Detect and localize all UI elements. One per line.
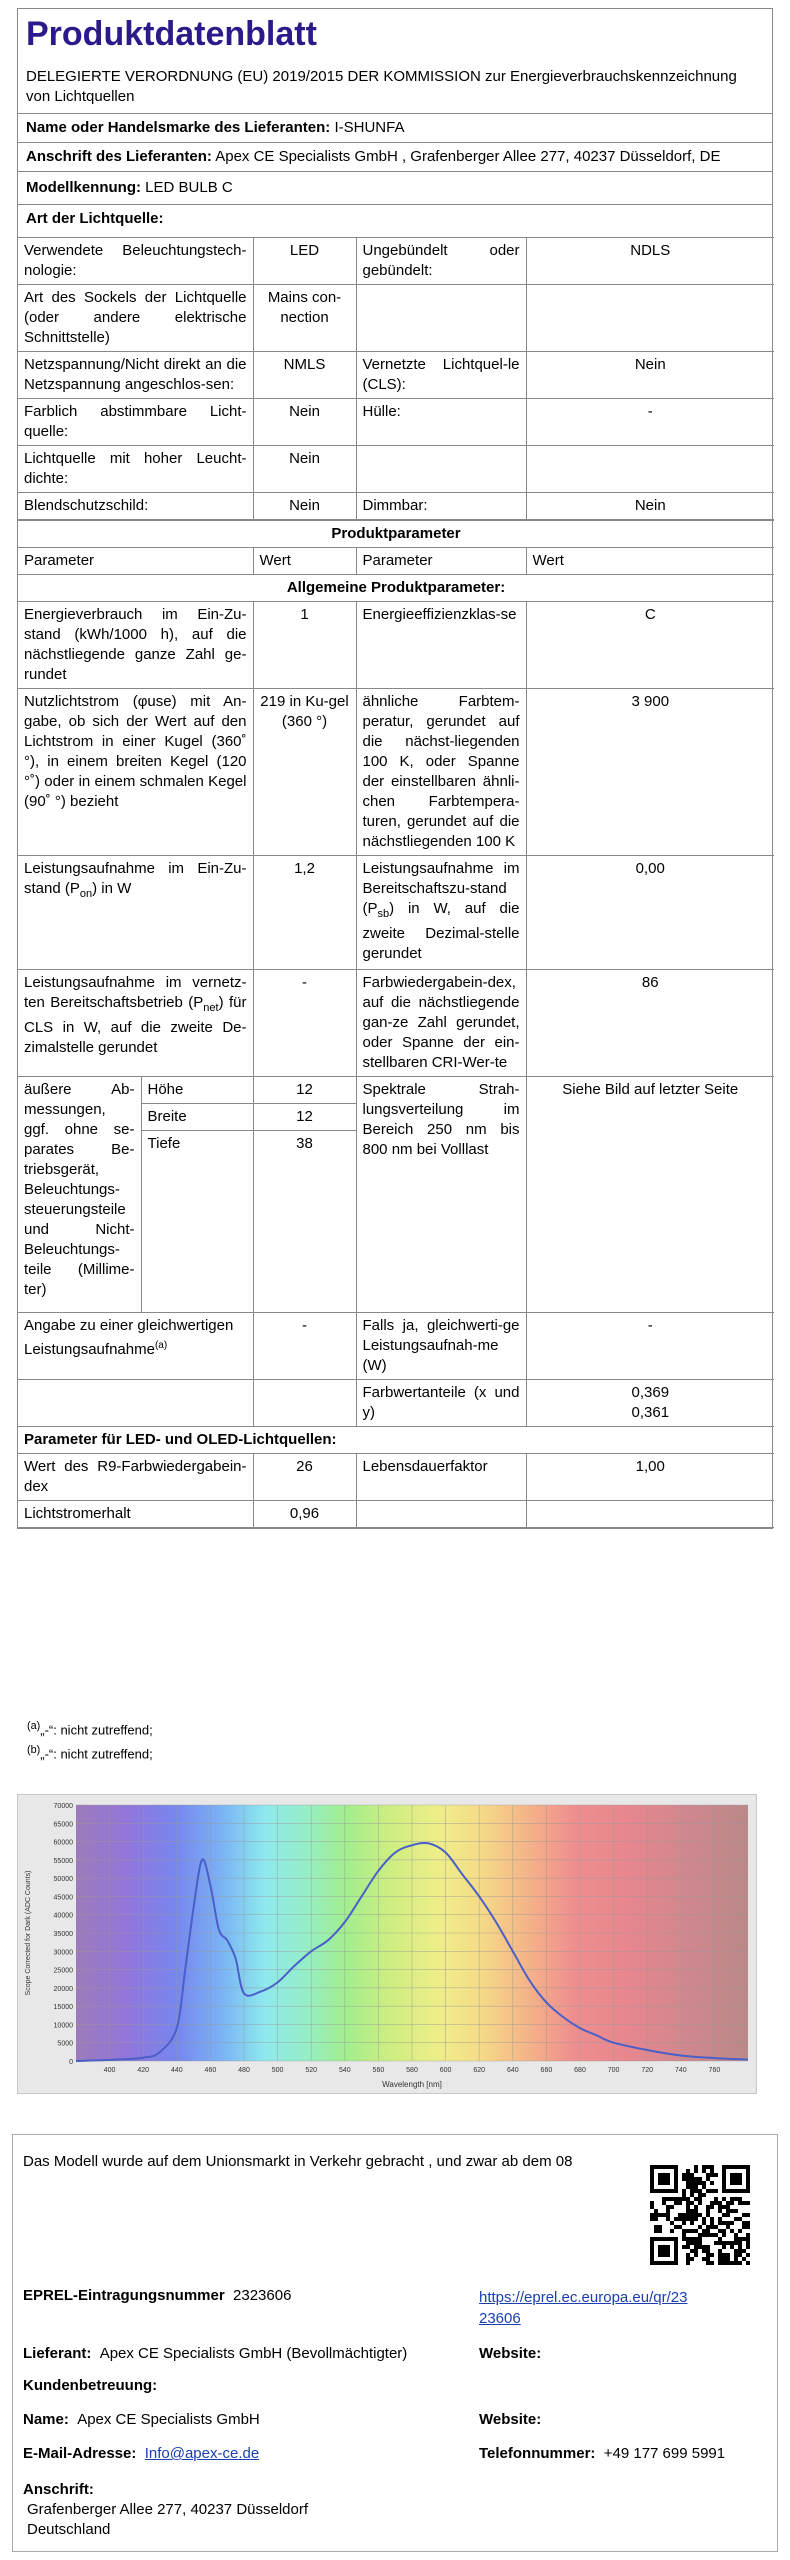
x-tick-label: 440 xyxy=(170,2067,183,2074)
section-heading: Parameter für LED- und OLED-Lichtquellen: xyxy=(18,1427,774,1454)
eprel-label: EPREL-Eintragungsnummer xyxy=(23,2287,225,2304)
cell-text: ) in W, auf die zweite Dezimal-stelle gerundet xyxy=(362,900,520,962)
table-cell: 1,2 xyxy=(253,856,356,970)
table-cell: Vernetzte Lichtquel-le (CLS): xyxy=(356,352,526,399)
table-cell: - xyxy=(526,399,774,446)
table-row xyxy=(18,575,774,602)
table-cell: Lichtquelle mit hoher Leucht-dichte: xyxy=(18,446,253,493)
x-axis-label: Wavelength [nm] xyxy=(382,2080,442,2089)
footnote-text: „-“: nicht zutreffend; xyxy=(40,1746,153,1762)
cell-text: Angabe zu einer gleichwertigen Leistungsaufnahme xyxy=(24,1317,234,1358)
qr-code-icon xyxy=(650,2165,750,2265)
y-tick-label: 25000 xyxy=(53,1967,73,1975)
supplier-name-row xyxy=(18,113,772,142)
column-header: Wert xyxy=(253,548,356,575)
table-cell: 12 xyxy=(253,1104,356,1131)
customer-service-heading: Kundenbetreuung: xyxy=(23,2377,158,2394)
table-row xyxy=(18,238,774,285)
table-cell: 1,00 xyxy=(526,1454,774,1501)
table-row xyxy=(18,1077,774,1104)
table-cell xyxy=(356,1501,526,1528)
y-tick-label: 45000 xyxy=(53,1894,73,1902)
y-axis-label: Scope Corrected for Dark (ADC Counts) xyxy=(25,1870,32,1996)
cell-text: ) für CLS in W, auf die zweite De-zimalstelle gerundet xyxy=(24,994,247,1056)
table-row xyxy=(18,689,774,856)
x-tick-label: 760 xyxy=(708,2067,721,2074)
table-cell: Höhe xyxy=(141,1077,253,1104)
x-tick-labels xyxy=(104,2067,721,2074)
table-cell: 3 900 xyxy=(526,689,774,856)
x-tick-label: 560 xyxy=(372,2067,385,2074)
x-tick-label: 580 xyxy=(406,2067,418,2074)
supplier-address-row xyxy=(18,142,772,171)
footnote-text: „-“: nicht zutreffend; xyxy=(40,1722,153,1738)
table-cell: Farbwiedergabein-dex, auf die nächstliegende gan-ze Zahl gerundet, oder Spanne der ein-stellbaren CRI-Wer-te xyxy=(356,970,526,1077)
table-row xyxy=(18,1501,774,1528)
table-cell xyxy=(18,1313,253,1380)
table-row xyxy=(18,1313,774,1380)
registration-info-box xyxy=(12,2134,778,2552)
address-line-2: Deutschland xyxy=(27,2521,111,2538)
y-tick-label: 20000 xyxy=(53,1985,73,1993)
table-cell xyxy=(526,1380,774,1427)
table-cell: - xyxy=(526,1313,774,1380)
table-cell: 12 xyxy=(253,1077,356,1104)
footnote-a xyxy=(27,1716,153,1740)
website-label: Website: xyxy=(479,2345,542,2362)
table-cell: LED xyxy=(253,238,356,285)
table-cell: Netzspannung/Nicht direkt an die Netzspannung angeschlos-sen: xyxy=(18,352,253,399)
y-tick-label: 5000 xyxy=(57,2040,73,2048)
table-cell: - xyxy=(253,970,356,1077)
chroma-x-value: 0,369 xyxy=(631,1384,670,1401)
chroma-y-value: 0,361 xyxy=(631,1404,670,1421)
table-cell: 38 xyxy=(253,1131,356,1313)
table-row xyxy=(18,1427,774,1454)
table-cell xyxy=(526,446,774,493)
table-row xyxy=(18,1380,774,1427)
table-cell: Blendschutzschild: xyxy=(18,493,253,520)
x-tick-label: 640 xyxy=(506,2067,519,2074)
x-tick-label: 460 xyxy=(204,2067,217,2074)
model-label: Modellkennung: xyxy=(26,179,141,196)
y-tick-label: 70000 xyxy=(53,1803,73,1810)
light-source-type-heading: Art der Lichtquelle: xyxy=(18,204,772,237)
email-row xyxy=(23,2445,259,2462)
table-cell: Farblich abstimmbare Licht-quelle: xyxy=(18,399,253,446)
y-tick-label: 55000 xyxy=(53,1857,73,1865)
table-cell: Mains con-nection xyxy=(253,285,356,352)
supplier-name-label: Name oder Handelsmarke des Lieferanten: xyxy=(26,119,331,136)
table-cell: 86 xyxy=(526,970,774,1077)
table-cell: - xyxy=(253,1313,356,1380)
table-header-row xyxy=(18,548,774,575)
x-tick-label: 540 xyxy=(338,2067,351,2074)
table-cell: NMLS xyxy=(253,352,356,399)
y-tick-labels xyxy=(54,1803,74,2066)
y-tick-label: 35000 xyxy=(53,1931,73,1938)
x-tick-label: 620 xyxy=(473,2067,486,2074)
table-cell xyxy=(356,446,526,493)
table-row xyxy=(18,285,774,352)
section-heading: Allgemeine Produktparameter: xyxy=(18,575,774,602)
table-cell: Nein xyxy=(526,493,774,520)
service-name-row xyxy=(23,2411,260,2428)
cell-text: Leistungsaufnahme im vernetz-ten Bereitschaftsbetrieb (P xyxy=(24,974,247,1011)
x-tick-label: 660 xyxy=(540,2067,553,2074)
table-cell: Art des Sockels der Lichtquelle (oder andere elektrische Schnittstelle) xyxy=(18,285,253,352)
service-name-value: Apex CE Specialists GmbH xyxy=(77,2411,260,2428)
table-cell: 0,96 xyxy=(253,1501,356,1528)
footnote-b xyxy=(27,1740,153,1764)
table-row xyxy=(18,602,774,689)
column-header: Parameter xyxy=(356,548,526,575)
phone-label: Telefonnummer: xyxy=(479,2445,596,2462)
table-cell: Energieverbrauch im Ein-Zu-stand (kWh/1000 h), auf die nächstliegende ganze Zahl ge-rundet xyxy=(18,602,253,689)
phone-value: +49 177 699 5991 xyxy=(603,2445,726,2462)
cell-subscript: sb xyxy=(377,908,390,920)
table-cell: 219 in Ku-gel (360 °) xyxy=(253,689,356,856)
table-cell: äußere Ab-messungen, ggf. ohne se-parates Be-triebsgerät, Beleuchtungs-steuerungsteile und Nicht-Beleuchtungs-teile (Millime-ter) xyxy=(18,1077,141,1313)
address-label: Anschrift: xyxy=(23,2481,94,2498)
table-cell: Lichtstromerhalt xyxy=(18,1501,253,1528)
table-cell: Nein xyxy=(526,352,774,399)
table-row xyxy=(18,399,774,446)
address-line-1: Grafenberger Allee 277, 40237 Düsseldorf xyxy=(27,2501,309,2518)
cell-text: ) in W xyxy=(92,880,132,897)
cell-subscript: net xyxy=(203,1002,219,1014)
table-cell: Dimmbar: xyxy=(356,493,526,520)
table-cell xyxy=(18,970,253,1077)
table-cell xyxy=(526,1501,774,1528)
website2-label: Website: xyxy=(479,2411,542,2428)
table-cell xyxy=(526,285,774,352)
table-row xyxy=(18,352,774,399)
cell-text: Leistungsaufnahme im Bereitschaftszu-stand (P xyxy=(362,860,520,917)
table-cell: Wert des R9-Farbwiedergabein-dex xyxy=(18,1454,253,1501)
table-cell xyxy=(18,1380,253,1427)
x-tick-label: 520 xyxy=(305,2067,318,2074)
table-cell: 1 xyxy=(253,602,356,689)
table-cell: Spektrale Strah-lungsverteilung im Bereich 250 nm bis 800 nm bei Volllast xyxy=(356,1077,526,1313)
table-row xyxy=(18,970,774,1077)
table-cell: Nutzlichtstrom (φuse) mit An-gabe, ob sich der Wert auf den Lichtstrom in einer Kugel (360˚ °), in einem breiten Kegel (120 °˚) oder in einem schmalen Kegel (90˚ °) bezieht xyxy=(18,689,253,856)
x-tick-label: 740 xyxy=(674,2067,687,2074)
email-label: E-Mail-Adresse: xyxy=(23,2445,137,2462)
cell-subscript: on xyxy=(79,888,93,900)
y-tick-label: 40000 xyxy=(53,1912,73,1920)
table-cell: Nein xyxy=(253,493,356,520)
table-cell xyxy=(356,856,526,970)
eprel-link-line[interactable]: https://eprel.ec.europa.eu/qr/23 xyxy=(479,2289,688,2306)
supplier-name-value: I-SHUNFA xyxy=(334,119,405,136)
x-tick-label: 500 xyxy=(271,2067,284,2074)
x-tick-label: 420 xyxy=(137,2067,150,2074)
table-cell: Farbwertanteile (x und y) xyxy=(356,1380,526,1427)
spectral-distribution-chart xyxy=(17,1794,757,2094)
table-cell: Breite xyxy=(141,1104,253,1131)
y-tick-label: 60000 xyxy=(53,1839,73,1847)
table-cell xyxy=(18,856,253,970)
y-tick-label: 15000 xyxy=(53,2004,73,2012)
table-row xyxy=(18,493,774,520)
eprel-link-line[interactable]: 23606 xyxy=(479,2310,521,2327)
footnote-marker: (b) xyxy=(27,1744,41,1757)
y-tick-label: 30000 xyxy=(53,1949,73,1957)
light-source-type-table xyxy=(18,237,774,520)
y-tick-label: 0 xyxy=(69,2059,73,2066)
table-cell: Tiefe xyxy=(141,1131,253,1313)
table-cell: Verwendete Beleuchtungstech-nologie: xyxy=(18,238,253,285)
table-cell xyxy=(356,285,526,352)
grid-lines xyxy=(76,1805,748,2061)
section-heading: Produktparameter xyxy=(18,521,774,548)
table-cell: Energieeffizienzklas-se xyxy=(356,602,526,689)
spectrum-svg xyxy=(18,1795,758,2095)
eprel-row xyxy=(23,2287,291,2304)
supplier-value: Apex CE Specialists GmbH (Bevollmächtigter) xyxy=(99,2345,408,2362)
regulation-intro: DELEGIERTE VERORDNUNG (EU) 2019/2015 DER KOMMISSION zur Energieverbrauchskennzeichnung von Lichtquellen xyxy=(26,68,737,105)
table-cell: Ungebündelt oder gebündelt: xyxy=(356,238,526,285)
table-cell: 26 xyxy=(253,1454,356,1501)
supplier-row xyxy=(23,2345,407,2362)
phone-row xyxy=(479,2445,725,2462)
table-row xyxy=(18,521,774,548)
table-cell: 0,00 xyxy=(526,856,774,970)
table-cell: Nein xyxy=(253,446,356,493)
model-row xyxy=(18,171,772,204)
cell-text: Leistungsaufnahme im Ein-Zu-stand (P xyxy=(24,860,247,897)
supplier-address-label: Anschrift des Lieferanten: xyxy=(26,148,212,165)
table-row xyxy=(18,856,774,970)
table-cell: Hülle: xyxy=(356,399,526,446)
service-name-label: Name: xyxy=(23,2411,69,2428)
supplier-label: Lieferant: xyxy=(23,2345,92,2362)
table-cell: Siehe Bild auf letzter Seite xyxy=(526,1077,774,1313)
table-cell: C xyxy=(526,602,774,689)
model-value: LED BULB C xyxy=(145,179,233,196)
table-cell: NDLS xyxy=(526,238,774,285)
footnotes xyxy=(27,1716,153,1765)
x-tick-label: 700 xyxy=(607,2067,620,2074)
cell-superscript: (a) xyxy=(154,1340,168,1351)
x-tick-label: 600 xyxy=(439,2067,452,2074)
table-cell: Nein xyxy=(253,399,356,446)
table-row xyxy=(18,1454,774,1501)
page-title: Produktdatenblatt xyxy=(26,15,317,53)
supplier-address-value: Apex CE Specialists GmbH , Grafenberger Allee 277, 40237 Düsseldorf, DE xyxy=(215,148,721,165)
y-tick-label: 50000 xyxy=(53,1876,73,1884)
table-cell xyxy=(253,1380,356,1427)
market-intro-text: Das Modell wurde auf dem Unionsmarkt in Verkehr gebracht , und zwar ab dem 08 xyxy=(23,2153,573,2170)
x-tick-label: 400 xyxy=(103,2067,116,2074)
table-cell: Falls ja, gleichwerti-ge Leistungsaufnah-me (W) xyxy=(356,1313,526,1380)
eprel-link[interactable] xyxy=(479,2287,687,2329)
product-datasheet xyxy=(17,8,773,1529)
y-tick-label: 65000 xyxy=(53,1821,73,1829)
table-row xyxy=(18,446,774,493)
x-tick-label: 720 xyxy=(641,2067,654,2074)
x-tick-label: 480 xyxy=(238,2067,250,2074)
column-header: Wert xyxy=(526,548,774,575)
table-cell: ähnliche Farbtem-peratur, gerundet auf die nächst-liegenden 100 K, oder Spanne der einstellbaren ähnli-chen Farbtempera-turen, gerundet auf die nächstliegenden 100 K xyxy=(356,689,526,856)
x-tick-label: 680 xyxy=(574,2067,586,2074)
table-cell: Lebensdauerfaktor xyxy=(356,1454,526,1501)
column-header: Parameter xyxy=(18,548,253,575)
email-link[interactable]: Info@apex-ce.de xyxy=(144,2445,260,2462)
footnote-marker: (a) xyxy=(27,1720,41,1732)
eprel-number: 2323606 xyxy=(233,2287,292,2304)
product-parameters-table xyxy=(18,520,774,1528)
y-tick-label: 10000 xyxy=(53,2022,73,2030)
